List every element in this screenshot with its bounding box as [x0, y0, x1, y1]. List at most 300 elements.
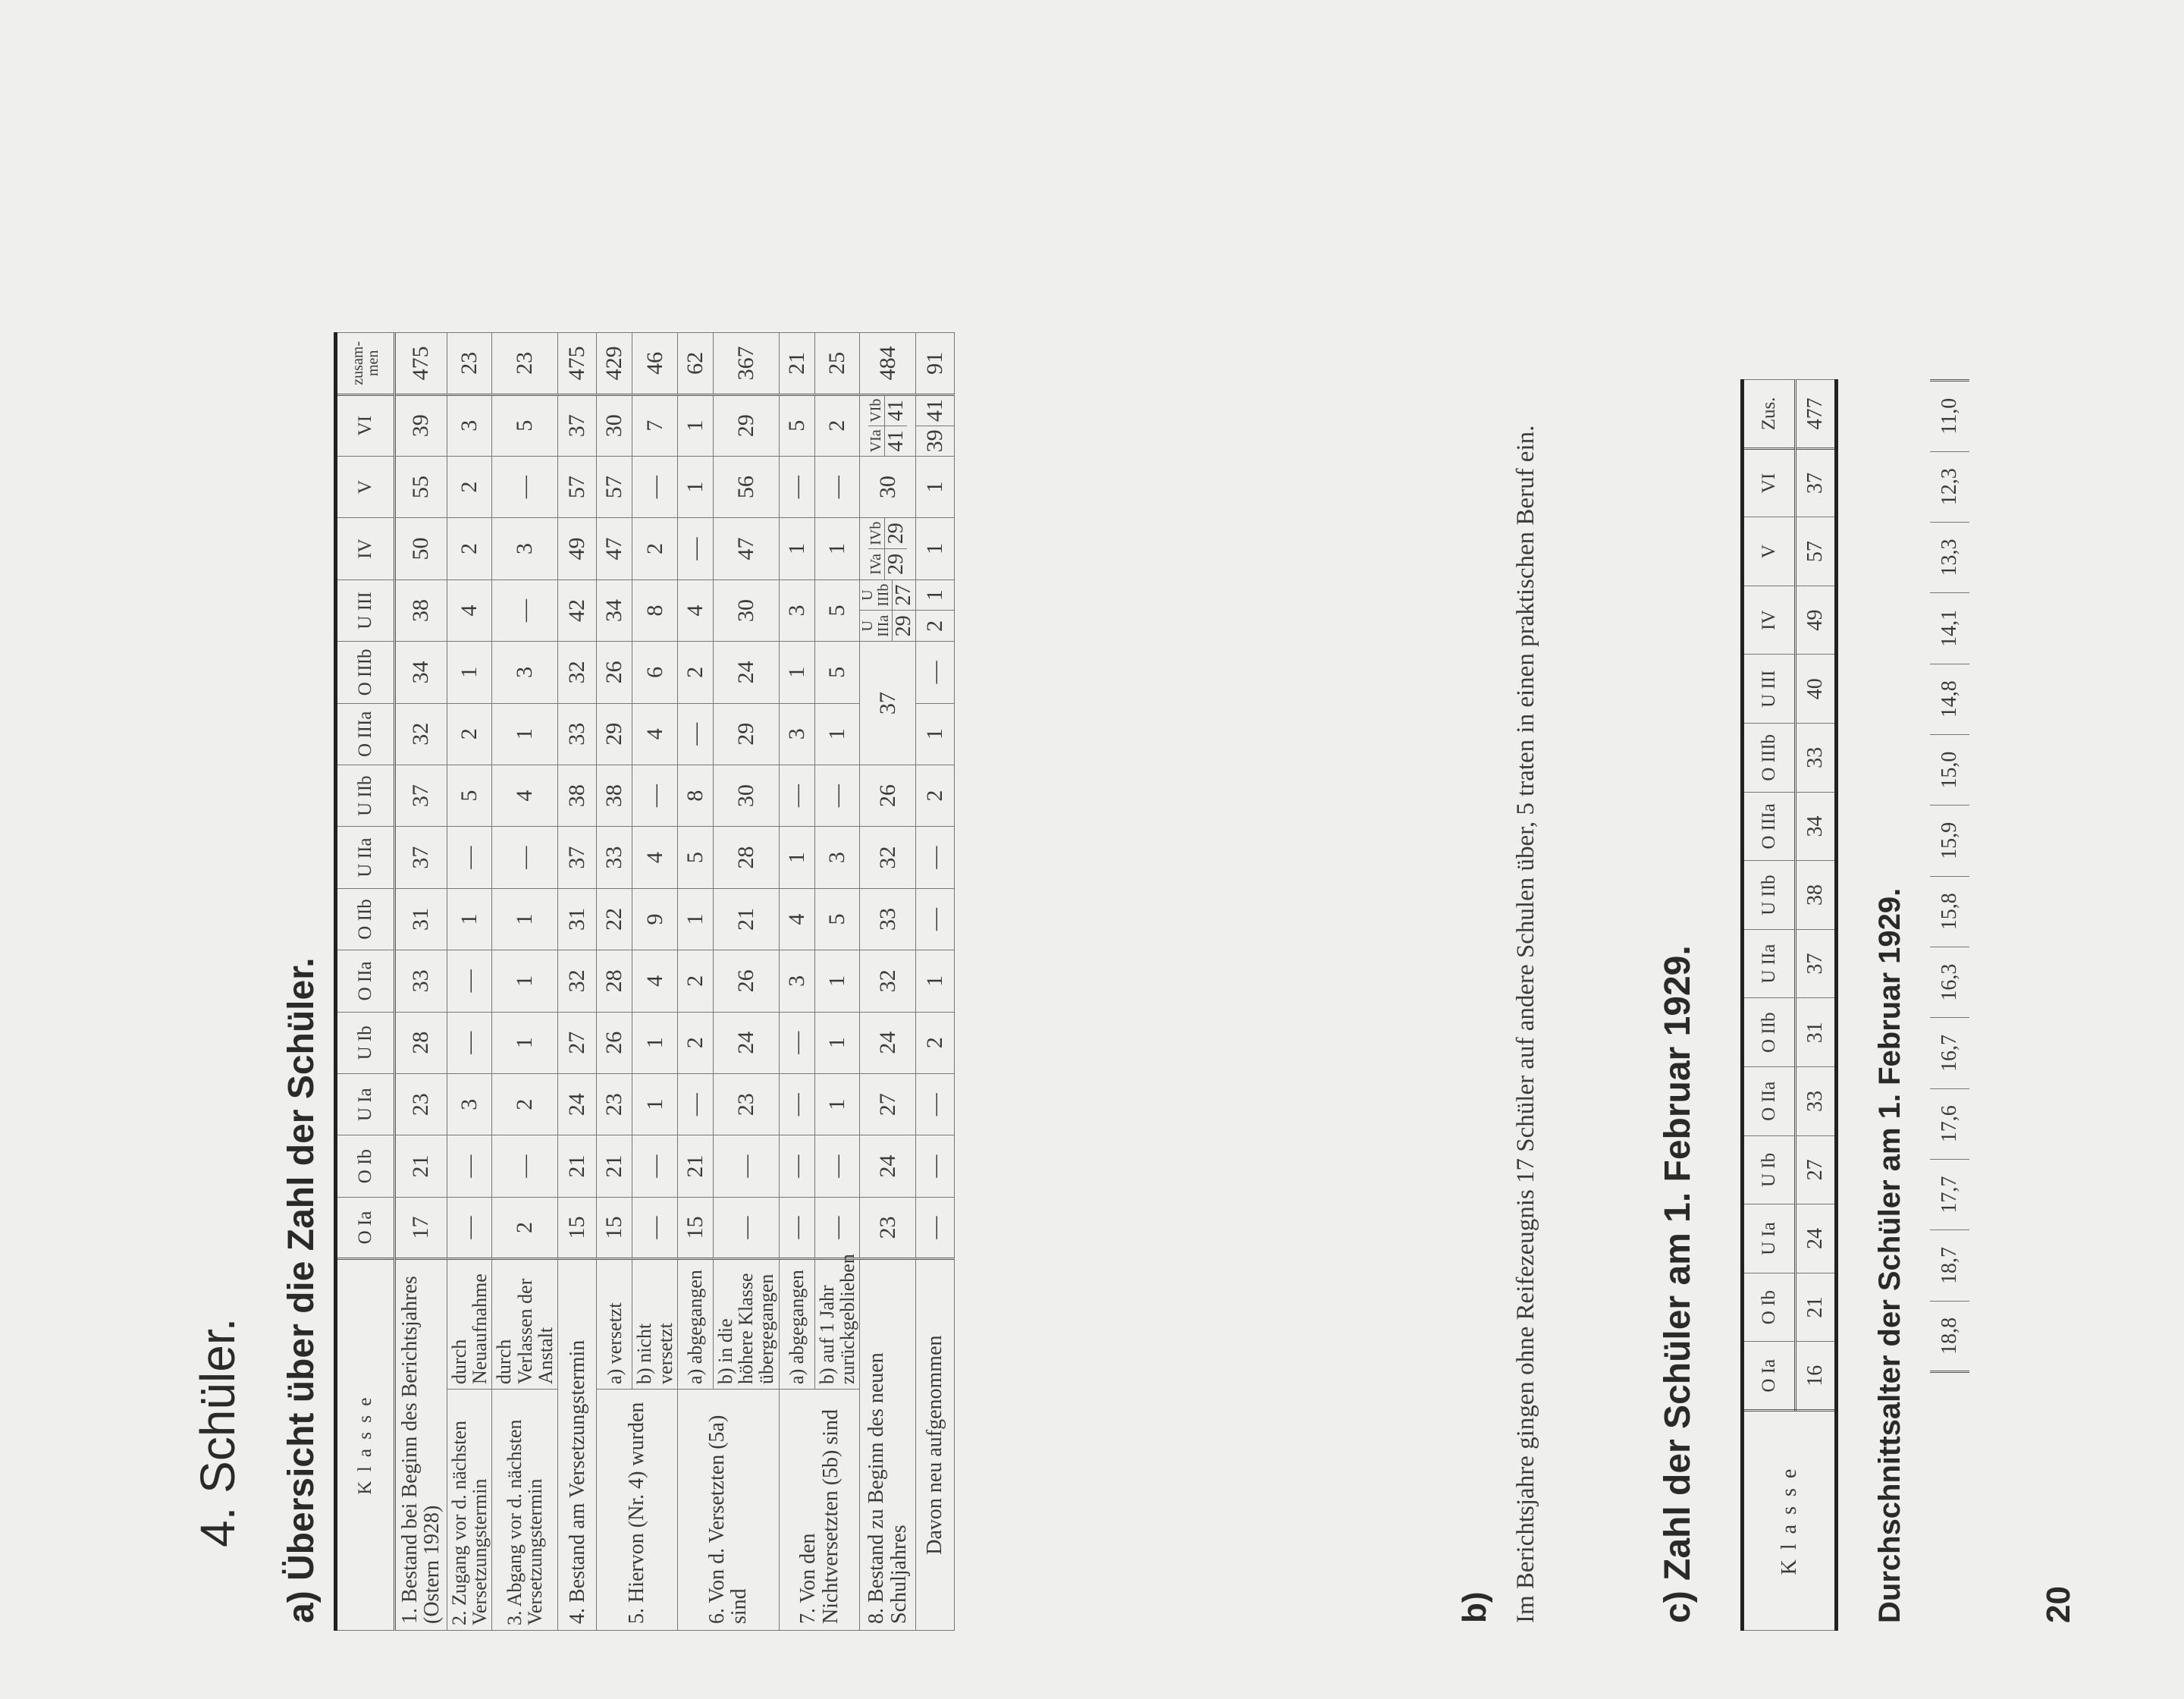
value-cell: 28: [597, 950, 632, 1012]
value-cell: 37: [1796, 929, 1837, 998]
col-header: U Ib: [336, 1012, 395, 1073]
value-cell: 8: [677, 765, 713, 826]
subclass-label: U IIIa: [859, 614, 893, 637]
value-cell: 56: [713, 456, 779, 517]
row-sublabel: durch Neuaufnahme: [447, 1259, 492, 1390]
value-cell: 15: [677, 1197, 713, 1258]
col-header: O IIIb: [336, 642, 395, 703]
value-cell: 3: [447, 1074, 492, 1135]
value-cell: 23: [713, 1074, 779, 1135]
col-header: O Ib: [1743, 1273, 1796, 1342]
value-cell: 1: [814, 950, 860, 1012]
value-cell: 1: [779, 642, 814, 703]
table-row: [395, 182, 447, 1631]
value-cell: —: [779, 765, 814, 826]
value-cell: 33: [1796, 724, 1837, 793]
value-cell: 16: [1796, 1342, 1837, 1411]
value-cell: 33: [597, 827, 632, 888]
col-header: U IIa: [1743, 929, 1796, 998]
col-header: O IIa: [336, 950, 395, 1012]
total-cell: 367: [713, 333, 779, 394]
section-heading: 4. Schüler.: [190, 1317, 245, 1547]
total-cell: 46: [632, 333, 678, 394]
table-row: [779, 182, 814, 1631]
value-cell: 21: [597, 1135, 632, 1197]
subclass-label: U IIIb: [860, 580, 892, 611]
row-sublabel: durch Verlassen der Anstalt: [492, 1259, 558, 1390]
value-cell: —: [814, 456, 860, 517]
value-cell: 22: [597, 888, 632, 950]
value-cell: 49: [558, 518, 597, 579]
value-cell: —: [814, 1135, 860, 1197]
value-cell: 1: [677, 888, 713, 950]
col-header: IV: [1743, 586, 1796, 655]
value-cell: —: [779, 1197, 814, 1258]
value-cell: —: [447, 1197, 492, 1258]
value-cell: 2: [447, 703, 492, 765]
value-cell: 38: [597, 765, 632, 826]
value-cell: 2: [677, 1012, 713, 1073]
value-cell: 17: [395, 1197, 447, 1258]
total-cell: 62: [677, 333, 713, 394]
value-cell: 21: [395, 1135, 447, 1197]
col-header: O Ia: [1743, 1342, 1796, 1411]
row-label: 6. Von d. Versetzten (5a) sind: [677, 1389, 779, 1630]
row-label: Davon neu aufgenommen: [915, 1259, 954, 1631]
col-header: O IIIa: [1743, 792, 1796, 861]
value-cell: 11,0: [1930, 381, 1969, 452]
value-cell: 1: [814, 703, 860, 765]
part-d-heading: Durchschnittsalter der Schüler am 1. Februar 1929.: [1873, 887, 1906, 1623]
total-cell: 23: [447, 333, 492, 394]
value-cell: 32: [558, 642, 597, 703]
page-number: 20: [2040, 1586, 2077, 1623]
value-cell: 26: [597, 1012, 632, 1073]
split-cell: [916, 580, 954, 641]
value-cell: 31: [395, 888, 447, 950]
part-b-text: Im Berichtsjahre gingen ohne Reifezeugnis 17 Schüler auf andere Schulen über, 5 traten in einen praktischen Beruf ein.: [1512, 425, 1539, 1623]
value-cell: [915, 394, 954, 456]
value-cell: 23: [597, 1074, 632, 1135]
value-cell: 21: [677, 1135, 713, 1197]
value-cell: —: [632, 765, 678, 826]
value-cell: [860, 579, 915, 641]
value-cell: 2: [492, 1197, 558, 1258]
table-row: [447, 182, 492, 1631]
value-cell: 5: [492, 394, 558, 456]
value-cell: 23: [860, 1197, 915, 1258]
value-cell: —: [915, 1197, 954, 1258]
value-cell: 4: [447, 579, 492, 641]
value-cell: 32: [860, 827, 915, 888]
col-header: O IIIa: [336, 703, 395, 765]
value-cell: 1: [632, 1012, 678, 1073]
value-cell: 5: [779, 394, 814, 456]
value-cell: —: [915, 888, 954, 950]
pupil-count-table: [1740, 379, 1838, 1631]
value-cell: 5: [814, 642, 860, 703]
value-cell: 1: [779, 827, 814, 888]
value-cell: 16,7: [1930, 1018, 1969, 1088]
table-row: [915, 182, 954, 1631]
value-cell: 33: [860, 888, 915, 950]
value-cell: 29: [597, 703, 632, 765]
value-cell: —: [632, 1197, 678, 1258]
value-cell: —: [447, 827, 492, 888]
value-cell: 1: [915, 703, 954, 765]
part-c-heading: c) Zahl der Schüler am 1. Februar 1929.: [1658, 945, 1698, 1623]
pupil-overview-table: [334, 182, 955, 1631]
col-header: O IIb: [336, 888, 395, 950]
subclass-value: 41: [885, 396, 907, 426]
col-header: O Ia: [336, 1197, 395, 1258]
value-cell: 27: [558, 1012, 597, 1073]
table-row: [677, 182, 713, 1631]
row-label: 7. Von den Nichtversetzten (5b) sind: [779, 1389, 860, 1630]
row-sublabel: a) versetzt: [597, 1259, 632, 1390]
value-cell: 5: [814, 888, 860, 950]
table-header-row: [1743, 380, 1796, 1631]
value-cell: 26: [597, 642, 632, 703]
value-cell: 5: [677, 827, 713, 888]
split-cell: [868, 396, 907, 456]
value-cell: 1: [915, 950, 954, 1012]
value-cell: 57: [558, 456, 597, 517]
value-cell: 8: [632, 579, 678, 641]
value-cell: 37: [395, 827, 447, 888]
value-cell: [860, 518, 915, 579]
row-label: 8. Bestand zu Beginn des neuen Schuljahres: [860, 1259, 915, 1631]
value-cell: —: [492, 456, 558, 517]
value-cell: 1: [915, 456, 954, 517]
value-cell: 37: [1796, 448, 1837, 517]
col-header: VI: [336, 394, 395, 456]
value-cell: 1: [814, 1012, 860, 1073]
col-header: O IIa: [1743, 1067, 1796, 1136]
value-cell: 3: [779, 703, 814, 765]
col-header: U Ia: [336, 1074, 395, 1135]
value-cell: 39: [395, 394, 447, 456]
value-cell: 38: [558, 765, 597, 826]
value-cell: 57: [597, 456, 632, 517]
value-cell: —: [632, 456, 678, 517]
value-cell: —: [779, 456, 814, 517]
average-age-table: [1930, 379, 1969, 1373]
split-cell: [916, 396, 954, 456]
value-cell: 49: [1796, 586, 1837, 655]
value-cell: 30: [713, 579, 779, 641]
value-cell: —: [492, 1135, 558, 1197]
value-cell: 24: [558, 1074, 597, 1135]
value-cell: [860, 394, 915, 456]
value-cell: 37: [558, 394, 597, 456]
value-cell: 4: [677, 579, 713, 641]
value-cell: 21: [1796, 1273, 1837, 1342]
value-cell: 47: [713, 518, 779, 579]
value-cell: 24: [860, 1012, 915, 1073]
value-cell: 18,8: [1930, 1301, 1969, 1371]
value-cell: 17,7: [1930, 1159, 1969, 1229]
row-label: 5. Hiervon (Nr. 4) wurden: [597, 1389, 678, 1630]
split-cell: [868, 518, 907, 579]
value-cell: 15: [558, 1197, 597, 1258]
total-cell: 429: [597, 333, 632, 394]
value-cell: 15: [597, 1197, 632, 1258]
part-a-heading: a) Übersicht über die Zahl der Schüler.: [281, 957, 322, 1623]
value-cell: 4: [632, 827, 678, 888]
value-cell: 14,8: [1930, 664, 1969, 734]
value-cell: 33: [395, 950, 447, 1012]
value-cell: 2: [915, 765, 954, 826]
total-cell: 475: [395, 333, 447, 394]
value-cell: 27: [860, 1074, 915, 1135]
value-cell: 23: [395, 1074, 447, 1135]
col-header: U III: [1743, 655, 1796, 724]
value-cell: 30: [713, 765, 779, 826]
value-cell: 15,9: [1930, 806, 1969, 876]
value-cell: —: [447, 1135, 492, 1197]
value-cell: —: [779, 1012, 814, 1073]
col-header: O Ib: [336, 1135, 395, 1197]
col-header: IV: [336, 518, 395, 579]
value-cell: —: [632, 1135, 678, 1197]
row-sublabel: a) abgegangen: [779, 1259, 814, 1390]
value-cell: —: [779, 1135, 814, 1197]
part-b-heading: b): [1456, 1591, 1493, 1623]
value-cell: 3: [779, 950, 814, 1012]
col-header: O IIb: [1743, 998, 1796, 1067]
value-cell: 29: [713, 394, 779, 456]
value-cell: 13,3: [1930, 522, 1969, 592]
value-cell: 32: [558, 950, 597, 1012]
value-cell: 50: [395, 518, 447, 579]
value-cell: —: [713, 1197, 779, 1258]
value-cell: 24: [1796, 1204, 1837, 1273]
value-cell: —: [492, 827, 558, 888]
row-label: 1. Bestand bei Beginn des Berichtsjahres (Ostern 1928): [395, 1259, 447, 1631]
subclass-value: 41: [916, 396, 954, 426]
value-cell: 17,6: [1930, 1088, 1969, 1159]
value-cell: —: [915, 827, 954, 888]
value-cell: 24: [713, 642, 779, 703]
col-header: O IIIb: [1743, 724, 1796, 793]
value-cell: 32: [860, 950, 915, 1012]
value-cell: 3: [779, 579, 814, 641]
value-cell: —: [677, 1074, 713, 1135]
subclass-value: 39: [921, 429, 947, 453]
value-cell: 29: [713, 703, 779, 765]
value-cell: —: [915, 1074, 954, 1135]
value-cell: 9: [632, 888, 678, 950]
value-cell: 4: [779, 888, 814, 950]
value-cell: —: [713, 1135, 779, 1197]
table-row: [860, 182, 915, 1631]
col-header: U IIa: [336, 827, 395, 888]
value-cell: [915, 579, 954, 641]
row-sublabel: a) abgegangen: [677, 1259, 713, 1390]
value-cell: 37: [558, 827, 597, 888]
value-cell: 12,3: [1930, 451, 1969, 522]
value-cell: 2: [632, 518, 678, 579]
table-row: [558, 182, 597, 1631]
value-cell: 6: [632, 642, 678, 703]
subclass-value: 29: [892, 615, 916, 637]
value-cell: 4: [632, 703, 678, 765]
value-cell: 26: [713, 950, 779, 1012]
value-cell: —: [915, 1135, 954, 1197]
col-header: U IIb: [336, 765, 395, 826]
value-cell: —: [492, 579, 558, 641]
table-row: [1930, 381, 1969, 1372]
value-cell: 26: [860, 765, 915, 826]
row-sublabel: b) auf 1 Jahr zurückgeblieben: [814, 1259, 860, 1390]
col-header: Zus.: [1743, 380, 1796, 449]
value-cell: 24: [860, 1135, 915, 1197]
value-cell: 3: [814, 827, 860, 888]
value-cell: 1: [915, 518, 954, 579]
subclass-value: 27: [893, 580, 915, 611]
value-cell: 32: [395, 703, 447, 765]
value-cell: —: [447, 1012, 492, 1073]
value-cell: 1: [632, 1074, 678, 1135]
row-label: 2. Zugang vor d. nächsten Versetzungstermin: [447, 1389, 492, 1630]
table-header-row: [336, 182, 395, 1631]
col-header: U Ib: [1743, 1135, 1796, 1204]
value-cell: —: [814, 765, 860, 826]
value-cell: 2: [492, 1074, 558, 1135]
subclass-value: 2: [921, 620, 947, 632]
value-cell: 2: [814, 394, 860, 456]
value-cell: 4: [632, 950, 678, 1012]
value-cell: 28: [395, 1012, 447, 1073]
col-header: U Ia: [1743, 1204, 1796, 1273]
value-cell: 57: [1796, 517, 1837, 586]
total-cell: 475: [558, 333, 597, 394]
subclass-label: IVb: [868, 518, 884, 549]
value-cell: 34: [1796, 792, 1837, 861]
total-cell: 25: [814, 333, 860, 394]
value-cell: 16,3: [1930, 947, 1969, 1017]
value-cell: 1: [779, 518, 814, 579]
total-cell: 477: [1796, 380, 1837, 449]
value-cell: 33: [1796, 1067, 1837, 1136]
table-row: [597, 182, 632, 1631]
value-cell: 2: [915, 1012, 954, 1073]
subclass-value: 1: [916, 580, 954, 611]
value-cell: 1: [677, 394, 713, 456]
value-cell: 30: [860, 456, 915, 517]
subclass-value: 29: [883, 553, 908, 575]
value-cell: 21: [558, 1135, 597, 1197]
value-cell: 24: [713, 1012, 779, 1073]
value-cell: —: [915, 642, 954, 703]
value-cell: 1: [492, 950, 558, 1012]
value-cell: 55: [395, 456, 447, 517]
subclass-value: 29: [885, 518, 907, 549]
subclass-value: 41: [883, 430, 908, 452]
value-cell: —: [677, 703, 713, 765]
value-cell: 40: [1796, 655, 1837, 724]
total-cell: 23: [492, 333, 558, 394]
split-cell: [860, 580, 915, 641]
row-sublabel: b) in die höhere Klasse übergegangen: [713, 1259, 779, 1390]
value-cell: 1: [492, 888, 558, 950]
total-cell: 484: [860, 333, 915, 394]
value-cell: 28: [713, 827, 779, 888]
value-cell: 47: [597, 518, 632, 579]
value-cell: 1: [447, 888, 492, 950]
value-cell: 1: [814, 518, 860, 579]
merged-value-cell: 37: [860, 642, 915, 765]
value-cell: 2: [677, 950, 713, 1012]
value-cell: 31: [558, 888, 597, 950]
value-cell: 38: [395, 579, 447, 641]
value-cell: 1: [677, 456, 713, 517]
col-header: U IIb: [1743, 861, 1796, 930]
row-label: 3. Abgang vor d. nächsten Versetzungstermin: [492, 1389, 558, 1630]
value-cell: 31: [1796, 998, 1837, 1067]
value-cell: 1: [492, 1012, 558, 1073]
table-row: [492, 182, 558, 1631]
value-cell: 4: [492, 765, 558, 826]
value-cell: 5: [814, 579, 860, 641]
value-cell: 5: [447, 765, 492, 826]
col-header: V: [1743, 517, 1796, 586]
value-cell: 34: [395, 642, 447, 703]
value-cell: 30: [597, 394, 632, 456]
row-label: 4. Bestand am Versetzungstermin: [558, 1259, 597, 1631]
value-cell: 2: [447, 456, 492, 517]
value-cell: 3: [492, 642, 558, 703]
value-cell: 7: [632, 394, 678, 456]
subclass-label: IVa: [867, 554, 884, 575]
value-cell: 2: [447, 518, 492, 579]
total-cell: 21: [779, 333, 814, 394]
header-klasse: K l a s s e: [336, 1259, 395, 1631]
col-header: U III: [336, 579, 395, 641]
value-cell: 33: [558, 703, 597, 765]
value-cell: 18,7: [1930, 1230, 1969, 1301]
row-sublabel: b) nicht versetzt: [632, 1259, 678, 1390]
value-cell: 42: [558, 579, 597, 641]
value-cell: 14,1: [1930, 593, 1969, 664]
col-header: VI: [1743, 448, 1796, 517]
value-cell: 3: [492, 518, 558, 579]
value-cell: 3: [447, 394, 492, 456]
value-cell: 1: [447, 642, 492, 703]
value-cell: —: [814, 1197, 860, 1258]
col-header: V: [336, 456, 395, 517]
value-cell: 21: [713, 888, 779, 950]
col-header-total: zusam- men: [336, 333, 395, 394]
total-cell: 91: [915, 333, 954, 394]
value-cell: 38: [1796, 861, 1837, 930]
value-cell: 2: [677, 642, 713, 703]
value-cell: 37: [395, 765, 447, 826]
value-cell: —: [447, 950, 492, 1012]
value-cell: 15,8: [1930, 876, 1969, 947]
value-cell: 27: [1796, 1135, 1837, 1204]
subclass-label: VIa: [867, 429, 884, 453]
value-cell: 1: [492, 703, 558, 765]
value-cell: —: [677, 518, 713, 579]
value-cell: 1: [814, 1074, 860, 1135]
subclass-label: VIb: [868, 396, 884, 426]
value-cell: —: [779, 1074, 814, 1135]
header-klasse: K l a s s e: [1743, 1411, 1837, 1631]
value-cell: 34: [597, 579, 632, 641]
value-cell: 15,0: [1930, 734, 1969, 805]
